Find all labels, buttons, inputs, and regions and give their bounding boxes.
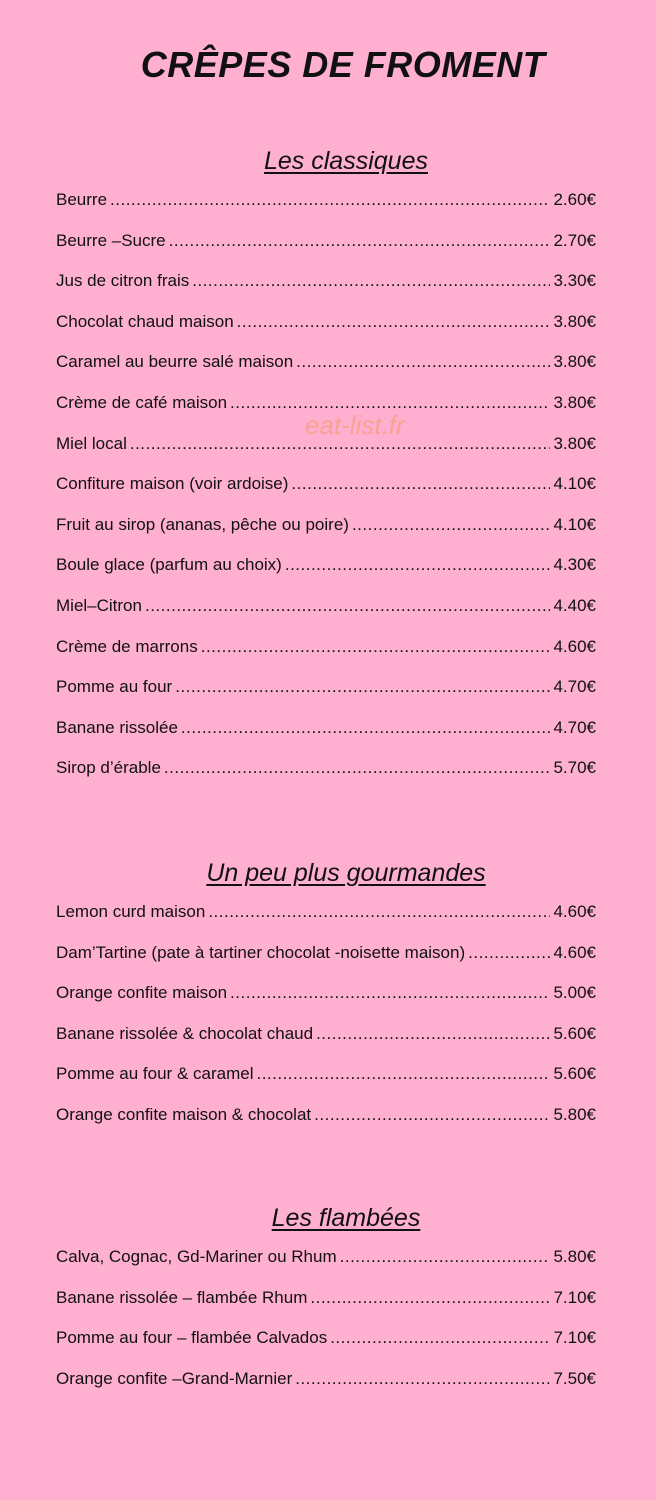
dot-leader <box>208 902 550 922</box>
menu-item-price: 3.80€ <box>553 352 596 372</box>
dot-leader <box>330 1328 550 1348</box>
menu-item-name: Banane rissolée – flambée Rhum <box>56 1287 308 1307</box>
menu-item-price: 2.60€ <box>553 190 596 209</box>
dot-leader <box>230 983 550 1003</box>
menu-item-price: 4.10€ <box>553 514 596 534</box>
menu-item-name: Miel–Citron <box>56 595 142 615</box>
dot-leader <box>192 271 550 291</box>
menu-item <box>56 515 596 556</box>
dot-leader <box>314 1105 550 1125</box>
menu-item <box>56 637 596 678</box>
menu-item-price: 3.80€ <box>553 311 596 331</box>
menu-item-name: Dam’Tartine (pate à tartiner chocolat -noisette maison) <box>56 942 466 962</box>
menu-item-price: 3.80€ <box>553 433 596 453</box>
dot-leader <box>175 677 550 697</box>
menu-item <box>56 677 596 718</box>
menu-item-name: Pomme au four – flambée Calvados <box>56 1328 328 1348</box>
menu-item-price: 4.10€ <box>553 474 596 494</box>
section-heading-gourmandes: Un peu plus gourmandes <box>206 859 486 887</box>
menu-item-price: 4.70€ <box>553 677 596 697</box>
dot-leader <box>181 718 551 738</box>
menu-item-price: 5.60€ <box>553 1023 596 1043</box>
menu-item <box>56 474 596 515</box>
menu-item-name: Banane rissolée & chocolat chaud <box>56 1023 314 1043</box>
menu-item-name: Fruit au sirop (ananas, pêche ou poire) <box>56 514 349 534</box>
menu-item-name: Calva, Cognac, Gd-Mariner ou Rhum <box>56 1247 337 1266</box>
dot-leader <box>352 515 551 535</box>
menu-item-price: 2.70€ <box>553 230 596 250</box>
menu-item <box>56 231 596 272</box>
section-heading-classiques: Les classiques <box>264 147 428 175</box>
dot-leader <box>295 1369 550 1389</box>
menu-item-name: Beurre <box>56 190 108 209</box>
menu-item-price: 4.40€ <box>553 595 596 615</box>
dot-leader <box>237 312 551 332</box>
menu-item-name: Sirop d’érable <box>56 758 161 778</box>
menu-item <box>56 555 596 596</box>
menu-item-price: 5.00€ <box>553 983 596 1003</box>
menu-item <box>56 312 596 353</box>
dot-leader <box>256 1064 550 1084</box>
dot-leader <box>316 1024 550 1044</box>
menu-item <box>56 271 596 312</box>
menu-item-name: Banane rissolée <box>56 717 178 737</box>
dot-leader <box>340 1247 551 1267</box>
menu-item-name: Miel local <box>56 433 127 453</box>
menu-item-name: Boule glace (parfum au choix) <box>56 555 282 575</box>
menu-item-name: Crème de café maison <box>56 392 228 412</box>
menu-item <box>56 902 596 943</box>
menu-item <box>56 1064 596 1105</box>
menu-item-price: 4.60€ <box>553 942 596 962</box>
dot-leader <box>169 231 551 251</box>
menu-item <box>56 758 596 799</box>
menu-item <box>56 1369 596 1410</box>
menu-item-name: Orange confite maison <box>56 983 228 1003</box>
page-title: CRÊPES DE FROMENT <box>140 44 546 85</box>
menu-item-price: 7.10€ <box>553 1287 596 1307</box>
menu-item <box>56 1247 596 1288</box>
menu-item-price: 3.80€ <box>553 392 596 412</box>
menu-item-name: Crème de marrons <box>56 636 198 656</box>
menu-item <box>56 190 596 231</box>
menu-item <box>56 943 596 984</box>
menu-item-name: Jus de citron frais <box>56 271 190 291</box>
menu-item-name: Confiture maison (voir ardoise) <box>56 474 289 494</box>
menu-list-gourmandes <box>56 902 596 1146</box>
menu-item-name: Lemon curd maison <box>56 902 206 921</box>
dot-leader <box>201 637 551 657</box>
menu-item-price: 4.30€ <box>553 555 596 575</box>
dot-leader <box>110 190 550 210</box>
dot-leader <box>468 943 550 963</box>
menu-item <box>56 596 596 637</box>
menu-item <box>56 1105 596 1146</box>
menu-list-flambees <box>56 1247 596 1409</box>
menu-item-price: 5.70€ <box>553 758 596 778</box>
menu-item-name: Chocolat chaud maison <box>56 311 234 331</box>
menu-list-classiques <box>56 190 596 799</box>
menu-item-name: Orange confite –Grand-Marnier <box>56 1368 293 1388</box>
dot-leader <box>285 555 551 575</box>
menu-item-price: 3.30€ <box>553 271 596 291</box>
menu-item <box>56 1328 596 1369</box>
menu-item-name: Caramel au beurre salé maison <box>56 352 294 372</box>
menu-item-name: Beurre –Sucre <box>56 230 166 250</box>
menu-item-price: 7.10€ <box>553 1328 596 1348</box>
menu-item-name: Pomme au four <box>56 677 173 697</box>
menu-item-price: 4.60€ <box>553 902 596 921</box>
menu-item-price: 5.80€ <box>553 1104 596 1124</box>
menu-item-name: Pomme au four & caramel <box>56 1064 254 1084</box>
menu-item-price: 4.60€ <box>553 636 596 656</box>
menu-item-price: 4.70€ <box>553 717 596 737</box>
menu-item-price: 5.60€ <box>553 1064 596 1084</box>
menu-item <box>56 1288 596 1329</box>
menu-item <box>56 983 596 1024</box>
dot-leader <box>310 1288 550 1308</box>
dot-leader <box>164 758 551 778</box>
menu-item-name: Orange confite maison & chocolat <box>56 1104 312 1124</box>
menu-item-price: 5.80€ <box>553 1247 596 1266</box>
dot-leader <box>145 596 550 616</box>
section-heading-flambees: Les flambées <box>271 1204 421 1232</box>
menu-item-price: 7.50€ <box>553 1368 596 1388</box>
menu-item <box>56 1024 596 1065</box>
dot-leader <box>291 474 550 494</box>
menu-item <box>56 718 596 759</box>
watermark: eat-list.fr <box>305 410 405 440</box>
dot-leader <box>296 352 550 372</box>
menu-item <box>56 352 596 393</box>
